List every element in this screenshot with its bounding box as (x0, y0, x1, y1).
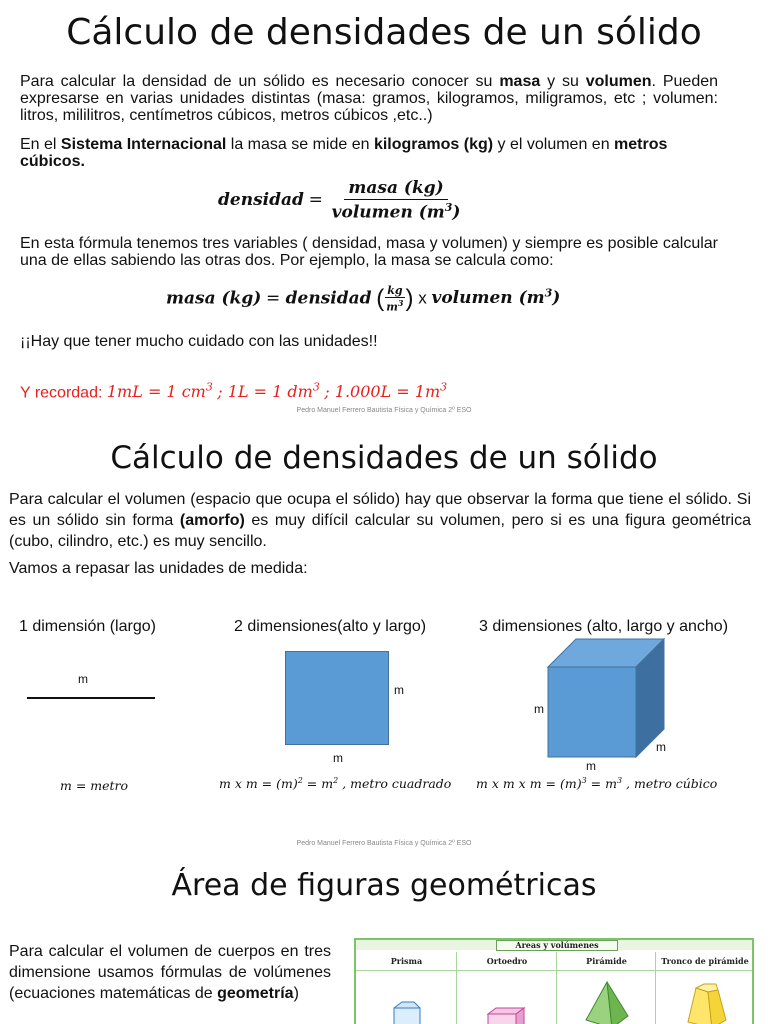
dim1-heading: 1 dimensión (largo) (19, 618, 156, 635)
truncated-pyramid-icon (684, 982, 728, 1024)
dim3-bottom-label: m (586, 759, 596, 773)
slide1-paragraph-variables: En esta fórmula tenemos tres variables ( densidad, masa y volumen) y siempre es posible calcular una de ellas sabiendo las otras dos. Por ejemplo, la masa se calcula como: (20, 235, 718, 269)
slide3-title: Área de figuras geométricas (171, 868, 597, 903)
units-remember: Y recordad: 1mL = 1 $cm^3$ ; 1L = 1 $dm^3$ ; $1.000L = 1m^3$ (20, 381, 448, 402)
density-formula-denominator: volumen $(m^3)$ (331, 201, 461, 223)
mass-formula-lhs: masa (kg) (166, 288, 262, 309)
text-run: Para calcular el volumen (espacio que ocupa el sólido) hay que observar la forma que tiene el sólido. Si es un sólido sin forma (9, 491, 751, 529)
dim2-square (285, 651, 389, 745)
slide2-paragraph-volume (9, 489, 751, 552)
table-col-prisma: Prisma (390, 956, 423, 966)
text-run: la masa se mide en (226, 136, 374, 153)
dim2-right-label: m (394, 683, 404, 697)
text-run: En el (20, 136, 61, 153)
areas-volumes-table-title: Areas y volúmenes (496, 940, 618, 951)
slide2-paragraph-units: Vamos a repasar las unidades de medida: (9, 560, 308, 577)
bold-run: geometría (217, 985, 294, 1002)
remember-lead: Y recordad: (20, 384, 107, 402)
dim2-heading: 2 dimensiones(alto y largo) (234, 618, 427, 635)
remember-1000l-m3: $1.000L = 1m^3$ (334, 381, 448, 402)
slide1-title: Cálculo de densidades de un sólido (66, 12, 702, 53)
dim3-cube (546, 637, 668, 761)
prism-icon (386, 998, 426, 1024)
mass-formula-times: x (418, 288, 432, 308)
areas-volumes-table (354, 938, 754, 1024)
units-warning: ¡¡Hay que tener mucho cuidado con las unidades!! (20, 333, 378, 350)
mass-formula-unit-fraction: $\frac{kg}{m^3}$ (386, 284, 404, 314)
bold-run: Sistema Internacional (60, 136, 227, 153)
dim1-line-label: m (78, 672, 88, 686)
slide2-title: Cálculo de densidades de un sólido (110, 440, 658, 476)
text-run: es muy difícil calcular su volumen, pero si es una figura geométrica (cubo, cilindro, etc.) es muy sencillo. (9, 512, 752, 550)
density-formula-lhs: densidad (218, 189, 304, 210)
density-formula-eq: = (308, 189, 323, 210)
slide1-paragraph-si-units (20, 136, 718, 170)
cuboid-icon (484, 1004, 528, 1024)
dim3-left-label: m (534, 702, 544, 716)
dim3-heading: 3 dimensiones (alto, largo y ancho) (479, 618, 729, 635)
table-col-piramide: Pirámide (586, 956, 627, 966)
slide2-credit: Pedro Manuel Ferrero Bautista Física y Química 2º ESO (296, 840, 472, 847)
dim1-formula: m = metro (60, 778, 129, 793)
dim3-formula: m x m x $m = (m)^3 = m^3$ , metro cúbico (476, 776, 718, 792)
slide1-paragraph-mass-volume (20, 73, 718, 124)
text-run: ) (293, 985, 299, 1002)
mass-formula-eq: = (266, 288, 286, 309)
bold-run: masa (499, 73, 541, 90)
remember-ml-cm3: 1mL = 1 $cm^3$ (106, 381, 213, 402)
text-run: Para calcular la densidad de un sólido es necesario conocer su (20, 73, 500, 90)
text-run: Para calcular el volumen de cuerpos en tres dimensione usamos fórmulas de volúmenes (ecuaciones matemáticas de (9, 943, 331, 1002)
table-col-ortoedro: Ortoedro (486, 956, 528, 966)
dim3-right-label: m (656, 740, 666, 754)
dim2-formula: m x $m = (m)^2 = m^2$ , metro cuadrado (219, 776, 452, 792)
text-run: . Pueden expresarse en varias unidades distintas (masa: gramos, kilogramos, miligramos, etc ; volumen: litros, mililitros, centímetros cúbicos, metros cúbicos ,etc..) (20, 73, 719, 124)
slide3-paragraph-volumes (9, 941, 331, 1004)
mass-formula-rhs: volumen $(m^3)$ (431, 286, 561, 309)
table-col-tronco: Tronco de pirámide (661, 956, 749, 966)
bold-run: (amorfo) (179, 512, 245, 529)
pyramid-icon (582, 980, 632, 1024)
dim2-bottom-label: m (333, 751, 343, 765)
density-formula-numerator: masa (kg) (344, 178, 447, 200)
text-run: y el volumen en (493, 136, 615, 153)
text-run: y su (540, 73, 586, 90)
mass-formula: masa (kg) = densidad ( $\frac{kg}{m^3}$ ) x volumen $(m^3)$ (166, 284, 561, 314)
dim1-line (27, 697, 155, 699)
bold-run: metros cúbicos. (20, 136, 668, 170)
cube-front-face (548, 667, 636, 757)
bold-run: volumen (585, 73, 652, 90)
mass-formula-density: densidad (285, 288, 372, 309)
remember-l-dm3: 1L = 1 $dm^3$ (227, 381, 320, 402)
density-formula (218, 178, 464, 223)
density-formula-fraction (328, 178, 465, 223)
slide1-credit: Pedro Manuel Ferrero Bautista Física y Química 2º ESO (296, 407, 472, 414)
bold-run: kilogramos (kg) (373, 136, 494, 153)
